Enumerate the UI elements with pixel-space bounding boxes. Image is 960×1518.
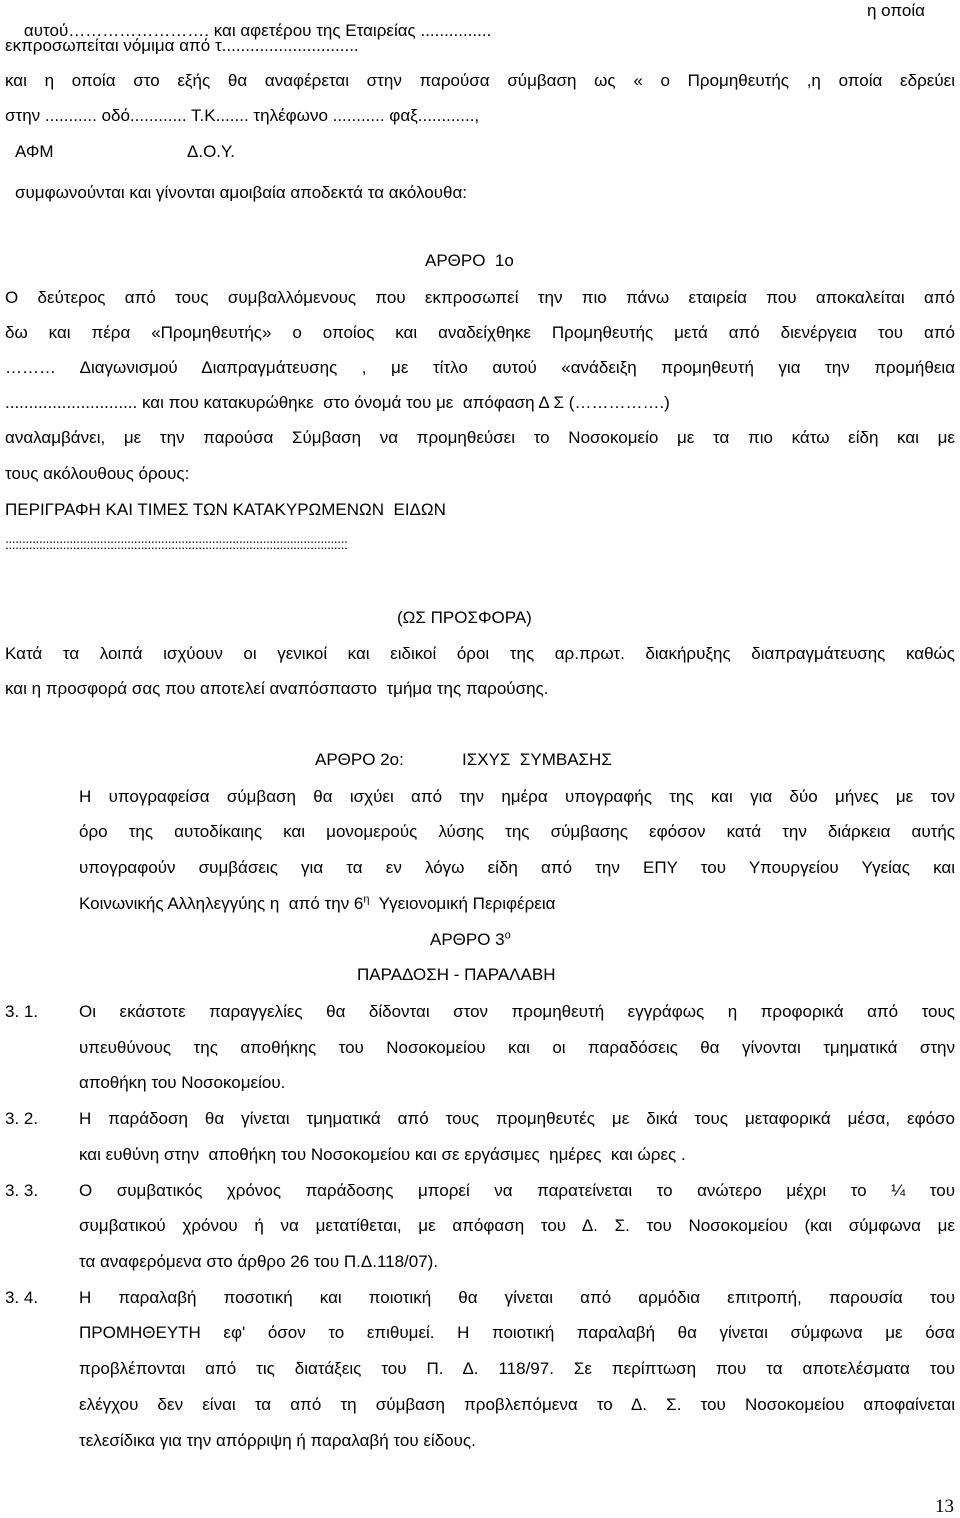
article-1-title: ΑΡΘΡΟ 1ο (425, 251, 514, 270)
article-1-line-6: τους ακόλουθους όρους: (5, 464, 190, 483)
items-heading: ΠΕΡΙΓΡΑΦΗ ΚΑΙ ΤΙΜΕΣ ΤΩΝ ΚΑΤΑΚΥΡΩΜΕΝΩΝ ΕΙΔΩΝ (5, 500, 446, 519)
article-3-subtitle: ΠΑΡΑΔΟΣΗ - ΠΑΡΑΛΑΒΗ (357, 965, 556, 984)
item-3-2-line-1: Η παράδοση θα γίνεται τμηματικά από τους προμηθευτές με δικά τους μεταφορικά μέσα, εφόσο (79, 1109, 955, 1128)
item-3-1-line-1: Οι εκάστοτε παραγγελίες θα δίδονται στον προμηθευτή εγγράφως η προφορικά από τους (79, 1002, 955, 1021)
item-3-3-line-2: συμβατικού χρόνου ή να μετατίθεται, με απόφαση του Δ. Σ. του Νοσοκομείου (και σύμφωνα με (79, 1216, 955, 1235)
intro-agreement: συμφωνούνται και γίνονται αμοιβαία αποδεκτά τα ακόλουθα: (15, 183, 467, 202)
article-2-line-1: Η υπογραφείσα σύμβαση θα ισχύει από την ημέρα υπογραφής της και για δύο μήνες με τον (79, 787, 955, 806)
intro-afm: ΑΦΜ (15, 142, 54, 161)
terms-line-2: και η προσφορά σας που αποτελεί αναπόσπαστο τμήμα της παρούσης. (5, 679, 549, 698)
intro-line-1-text: αυτού……………………. και αφετέρου της Εταιρείας ............... (23, 21, 492, 40)
item-3-4-line-2: ΠΡΟΜΗΘΕΥΤΗ εφ' όσον το επιθυμεί. Η ποιοτική παραλαβή θα γίνεται σύμφωνα με όσα (79, 1323, 955, 1342)
article-2-line-3: υπογραφούν συμβάσεις για τα εν λόγω είδη από την ΕΠΥ του Υπουργείου Υγείας και (79, 858, 955, 877)
items-dotted-line: ::::::::::::::::::::::::::::::::::::::::::::::::::::::::::::::::::::::::::::::::::::::::::::::::::::: (5, 536, 348, 552)
item-3-3-line-3: τα αναφερόμενα στο άρθρο 26 του Π.Δ.118/07). (79, 1252, 439, 1271)
intro-line-4: στην ........... οδό............ Τ.Κ....... τηλέφωνο ........... φαξ............, (5, 106, 480, 125)
item-3-4-line-5: τελεσίδικα για την απόρριψη ή παραλαβή του είδους. (79, 1431, 476, 1450)
item-3-4-line-3: προβλέπονται από τις διατάξεις του Π. Δ. 118/97. Σε περίπτωση που τα αποτελέσματα του (79, 1359, 955, 1378)
article-2-line-2: όρο της αυτοδίκαιης και μονομερούς λύσης της σύμβασης εφόσον κατά την διάρκεια αυτής (79, 822, 955, 841)
article-2-subtitle: ΙΣΧΥΣ ΣΥΜΒΑΣΗΣ (462, 750, 612, 769)
offer-label: (ΩΣ ΠΡΟΣΦΟΡΑ) (397, 608, 532, 627)
item-3-3-line-1: Ο συμβατικός χρόνος παράδοσης μπορεί να παρατείνεται το ανώτερο μέχρι το ¼ του (79, 1181, 955, 1200)
article-1-line-4: ............................ και που κατακυρώθηκε στο όνομά του με απόφαση Δ Σ (…………….) (5, 393, 670, 412)
item-3-4-line-1: Η παραλαβή ποσοτική και ποιοτική θα γίνεται από αρμόδια επιτροπή, παρουσία του (79, 1288, 955, 1307)
article-2-sup: η (363, 893, 370, 906)
article-1-line-1: Ο δεύτερος από τους συμβαλλόμενους που εκπροσωπεί την πιο πάνω εταιρεία που αποκαλείται από (5, 288, 955, 307)
item-3-2-line-2: και ευθύνη στην αποθήκη του Νοσοκομείου και σε εργάσιμες ημέρες και ώρες . (79, 1145, 686, 1164)
item-3-2-number: 3. 2. (5, 1109, 39, 1128)
page-number: 13 (935, 1496, 954, 1517)
article-3-title-sup: ο (504, 929, 511, 942)
article-2-line-4 (79, 894, 955, 914)
article-3-title-text: ΑΡΘΡΟ 3 (430, 930, 505, 949)
intro-doy: Δ.Ο.Υ. (187, 142, 235, 161)
article-1-line-5: αναλαμβάνει, με την παρούσα Σύμβαση να προμηθεύσει το Νοσοκομείο με τα πιο κάτω είδη και με (5, 428, 955, 447)
intro-line-2: εκπροσωπείται νόμιμα από τ............................. (5, 36, 359, 55)
item-3-4-number: 3. 4. (5, 1288, 39, 1307)
article-2-line-4-text: Κοινωνικής Αλληλεγγύης η από την 6 (79, 894, 364, 913)
article-2-title: ΑΡΘΡΟ 2ο: (315, 750, 404, 769)
item-3-3-number: 3. 3. (5, 1181, 39, 1200)
article-2-line-4-tail: Υγειονομική Περιφέρεια (369, 894, 556, 913)
item-3-1-number: 3. 1. (5, 1002, 39, 1021)
item-3-1-line-2: υπευθύνους της αποθήκης του Νοσοκομείου και οι παραδόσεις θα γίνονται τμηματικά στην (79, 1038, 955, 1057)
intro-line-1-end: η οποία (867, 1, 925, 20)
article-1-line-2: δω και πέρα «Προμηθευτής» ο οποίος και αναδείχθηκε Προμηθευτής μετά από διενέργεια του από (5, 323, 955, 342)
item-3-1-line-3: αποθήκη του Νοσοκομείου. (79, 1073, 286, 1092)
terms-line-1: Κατά τα λοιπά ισχύουν οι γενικοί και ειδικοί όροι της αρ.πρωτ. διακήρυξης διαπραγμάτευσης καθώς (5, 644, 955, 663)
intro-line-3: και η οποία στο εξής θα αναφέρεται στην παρούσα σύμβαση ως « ο Προμηθευτής ,η οποία εδρεύει (5, 71, 955, 90)
article-3-title (430, 930, 511, 950)
item-3-4-line-4: ελέγχου δεν είναι τα από τη σύμβαση προβλεπόμενα το Δ. Σ. του Νοσοκομείου αποφαίνεται (79, 1395, 955, 1414)
article-1-line-3: ……… Διαγωνισμού Διαπραγμάτευσης , με τίτλο αυτού «ανάδειξη προμηθευτή για την προμήθεια (5, 358, 955, 377)
